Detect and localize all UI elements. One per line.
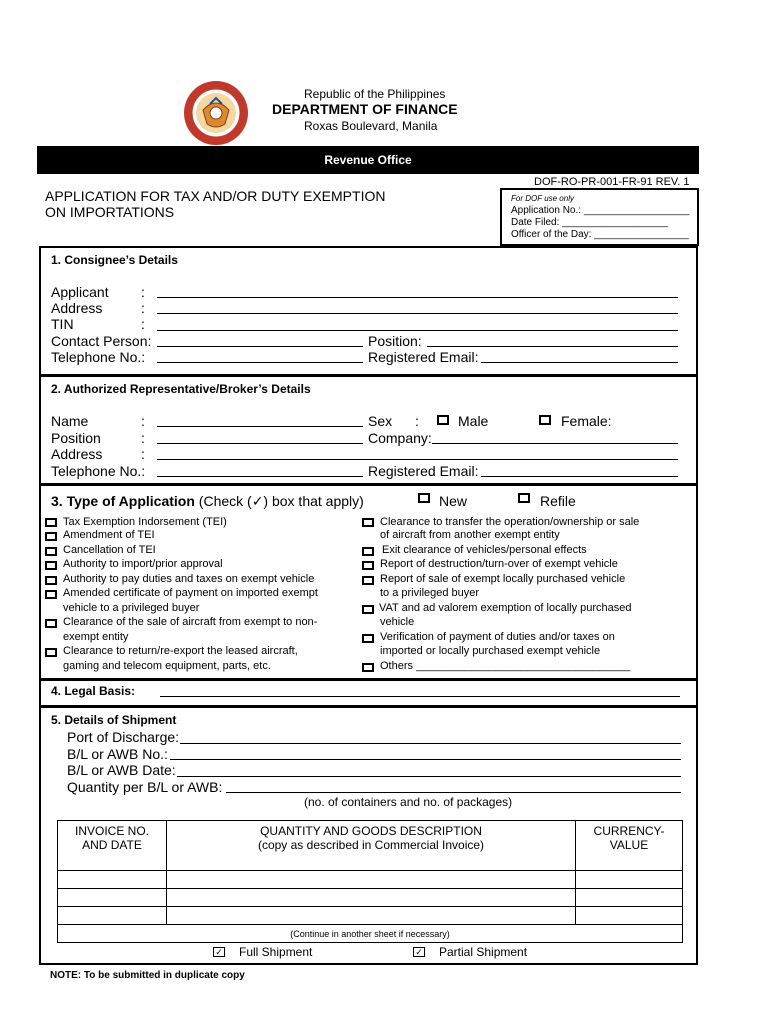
left-item: Amended certificate of payment on imported exempt	[63, 587, 318, 599]
port-label: Port of Discharge:	[67, 729, 180, 745]
currency-cell[interactable]	[576, 871, 683, 889]
invoice-cell[interactable]	[58, 889, 167, 907]
rep-telephone-field[interactable]	[157, 476, 363, 477]
officer-of-day-field[interactable]: Officer of the Day: _________________	[511, 229, 689, 240]
cancellation-tei-checkbox[interactable]	[45, 547, 57, 556]
female-label: Female:	[561, 413, 612, 429]
right-item: to a privileged buyer	[380, 587, 480, 599]
colon: :	[141, 300, 145, 316]
tin-label: TIN	[51, 316, 74, 332]
section3-title: 3. Type of Application	[51, 493, 195, 509]
name-field[interactable]	[157, 426, 363, 427]
revenue-office-banner	[37, 146, 699, 174]
email-label: Registered Email:	[368, 463, 479, 479]
description-cell[interactable]	[167, 907, 576, 925]
right-item: Verification of payment of duties and/or taxes on	[380, 631, 615, 643]
rep-email-field[interactable]	[481, 476, 678, 477]
report-destruction-checkbox[interactable]	[362, 561, 374, 570]
invoice-header-line2: AND DATE	[82, 838, 142, 852]
right-item: Report of destruction/turn-over of exempt vehicle	[380, 558, 618, 570]
rep-address-field[interactable]	[157, 459, 678, 460]
right-item: imported or locally purchased exempt vehicle	[380, 645, 601, 657]
address-field[interactable]	[157, 313, 678, 314]
position-label: Position:	[368, 333, 422, 349]
currency-header-line1: CURRENCY-	[593, 824, 665, 838]
section5-heading: 5. Details of Shipment	[51, 713, 177, 727]
dof-seal	[183, 80, 249, 146]
right-item: Clearance to transfer the operation/ownership or sale	[380, 516, 640, 528]
sex-label: Sex	[368, 413, 393, 429]
partial-shipment-checkbox[interactable]: ✓	[413, 947, 425, 957]
tin-field[interactable]	[157, 330, 678, 331]
refile-checkbox[interactable]	[518, 493, 530, 503]
table-row	[58, 889, 683, 907]
partial-shipment-label: Partial Shipment	[439, 945, 528, 959]
report-sale-checkbox[interactable]	[362, 576, 374, 585]
authority-pay-checkbox[interactable]	[45, 576, 57, 585]
section4-heading: 4. Legal Basis:	[51, 684, 136, 698]
full-shipment-checkbox[interactable]: ✓	[213, 947, 225, 957]
table-row	[58, 871, 683, 889]
right-item: of aircraft from another exempt entity	[380, 529, 560, 541]
colon: :	[141, 430, 145, 446]
description-header	[167, 821, 576, 871]
bl-no-label: B/L or AWB No.:	[67, 746, 168, 762]
left-item: Authority to import/prior approval	[63, 558, 223, 570]
dof-use-caption: For DOF use only	[511, 194, 574, 203]
qty-label: Quantity per B/L or AWB:	[67, 779, 223, 795]
left-item: Authority to pay duties and taxes on exempt vehicle	[63, 573, 315, 585]
currency-cell[interactable]	[576, 889, 683, 907]
left-item: vehicle to a privileged buyer	[63, 602, 200, 614]
footer-note: NOTE: To be submitted in duplicate copy	[50, 970, 245, 981]
currency-cell[interactable]	[576, 907, 683, 925]
name-label: Name	[51, 413, 89, 429]
male-checkbox[interactable]	[437, 415, 449, 425]
clearance-transfer-checkbox[interactable]	[362, 518, 374, 527]
description-header-line2: (copy as described in Commercial Invoice)	[257, 838, 485, 852]
address-label: Address	[51, 300, 103, 316]
legal-basis-field[interactable]	[160, 696, 680, 697]
position-label: Position	[51, 430, 101, 446]
email-label: Registered Email:	[368, 349, 479, 365]
female-checkbox[interactable]	[539, 415, 551, 425]
amended-certificate-checkbox[interactable]	[45, 590, 57, 599]
position-field[interactable]	[427, 346, 678, 347]
amendment-tei-checkbox[interactable]	[45, 532, 57, 541]
currency-header	[576, 821, 683, 871]
exit-clearance-checkbox[interactable]	[362, 547, 374, 556]
dof-use-box	[500, 188, 699, 246]
department-address: Roxas Boulevard, Manila	[304, 119, 438, 133]
goods-table	[57, 820, 683, 943]
continue-note: (Continue in another sheet if necessary)	[58, 925, 683, 943]
application-no-field[interactable]: Application No.: ___________________	[511, 205, 690, 216]
rep-position-field[interactable]	[157, 443, 363, 444]
invoice-header	[58, 821, 167, 871]
section3-heading	[51, 494, 364, 508]
currency-header-line2: VALUE	[609, 838, 649, 852]
telephone-label: Telephone No.:	[51, 463, 146, 479]
date-filed-field[interactable]: Date Filed: ___________________	[511, 217, 668, 228]
form-title-line1: APPLICATION FOR TAX AND/OR DUTY EXEMPTION	[45, 188, 386, 204]
section2-heading: 2. Authorized Representative/Broker’s Details	[51, 382, 311, 396]
bl-date-label: B/L or AWB Date:	[67, 762, 176, 778]
invoice-cell[interactable]	[58, 907, 167, 925]
vat-exemption-checkbox[interactable]	[362, 605, 374, 614]
refile-label: Refile	[540, 493, 576, 509]
invoice-cell[interactable]	[58, 871, 167, 889]
left-item: Clearance to return/re-export the leased aircraft,	[63, 645, 298, 657]
port-field[interactable]	[180, 743, 681, 744]
verification-payment-checkbox[interactable]	[362, 634, 374, 643]
left-item: exempt entity	[63, 631, 129, 643]
table-header-row	[58, 821, 683, 871]
form-title-line2: ON IMPORTATIONS	[45, 204, 175, 220]
banner-title: Revenue Office	[324, 153, 412, 167]
left-item: Amendment of TEI	[63, 529, 155, 541]
table-row	[58, 907, 683, 925]
company-field[interactable]	[432, 443, 678, 444]
department-name: DEPARTMENT OF FINANCE	[272, 101, 458, 117]
telephone-label: Telephone No.:	[51, 349, 146, 365]
applicant-label: Applicant	[51, 284, 109, 300]
clearance-aircraft-sale-checkbox[interactable]	[45, 619, 57, 628]
address-label: Address	[51, 446, 103, 462]
colon: :	[141, 446, 145, 462]
left-item: gaming and telecom equipment, parts, etc.	[63, 660, 271, 672]
contact-person-field[interactable]	[157, 346, 363, 347]
company-label: Company:	[368, 430, 432, 446]
email-field[interactable]	[481, 362, 678, 363]
right-item: Others ___________________________________	[380, 660, 631, 672]
applicant-field[interactable]	[157, 297, 678, 298]
form-code: DOF-RO-PR-001-FR-91 REV. 1	[534, 176, 690, 188]
right-item: Exit clearance of vehicles/personal effects	[382, 544, 587, 556]
left-item: Cancellation of TEI	[63, 544, 156, 556]
colon: :	[141, 284, 145, 300]
bl-date-field[interactable]	[177, 776, 681, 777]
section1-heading: 1. Consignee’s Details	[51, 253, 178, 267]
invoice-header-line1: INVOICE NO.	[74, 824, 149, 838]
description-cell[interactable]	[167, 871, 576, 889]
bl-no-field[interactable]	[170, 759, 681, 760]
right-item: Report of sale of exempt locally purchased vehicle	[380, 573, 626, 585]
colon: :	[141, 413, 145, 429]
colon: :	[141, 316, 145, 332]
contact-person-label: Contact Person:	[51, 333, 152, 349]
description-header-line1: QUANTITY AND GOODS DESCRIPTION	[260, 824, 482, 838]
description-cell[interactable]	[167, 889, 576, 907]
right-item: vehicle	[380, 616, 415, 628]
left-item: Clearance of the sale of aircraft from exempt to non-	[63, 616, 318, 628]
republic-line: Republic of the Philippines	[304, 87, 446, 101]
section-legal-basis	[39, 679, 698, 707]
authority-import-checkbox[interactable]	[45, 561, 57, 570]
male-label: Male	[458, 413, 489, 429]
others-checkbox[interactable]	[362, 663, 374, 672]
qty-field[interactable]	[226, 792, 681, 793]
right-item: VAT and ad valorem exemption of locally purchased	[379, 602, 632, 614]
tei-checkbox[interactable]	[45, 518, 57, 527]
telephone-field[interactable]	[157, 362, 363, 363]
full-shipment-label: Full Shipment	[239, 945, 313, 959]
table-continue-row	[58, 925, 683, 943]
new-label: New	[439, 493, 468, 509]
clearance-reexport-checkbox[interactable]	[45, 648, 57, 657]
left-item: Tax Exemption Indorsement (TEI)	[63, 516, 227, 528]
section3-instruction: (Check (✓) box that apply)	[194, 493, 364, 509]
colon: :	[415, 413, 419, 429]
new-checkbox[interactable]	[418, 493, 430, 503]
qty-note: (no. of containers and no. of packages)	[304, 795, 513, 809]
